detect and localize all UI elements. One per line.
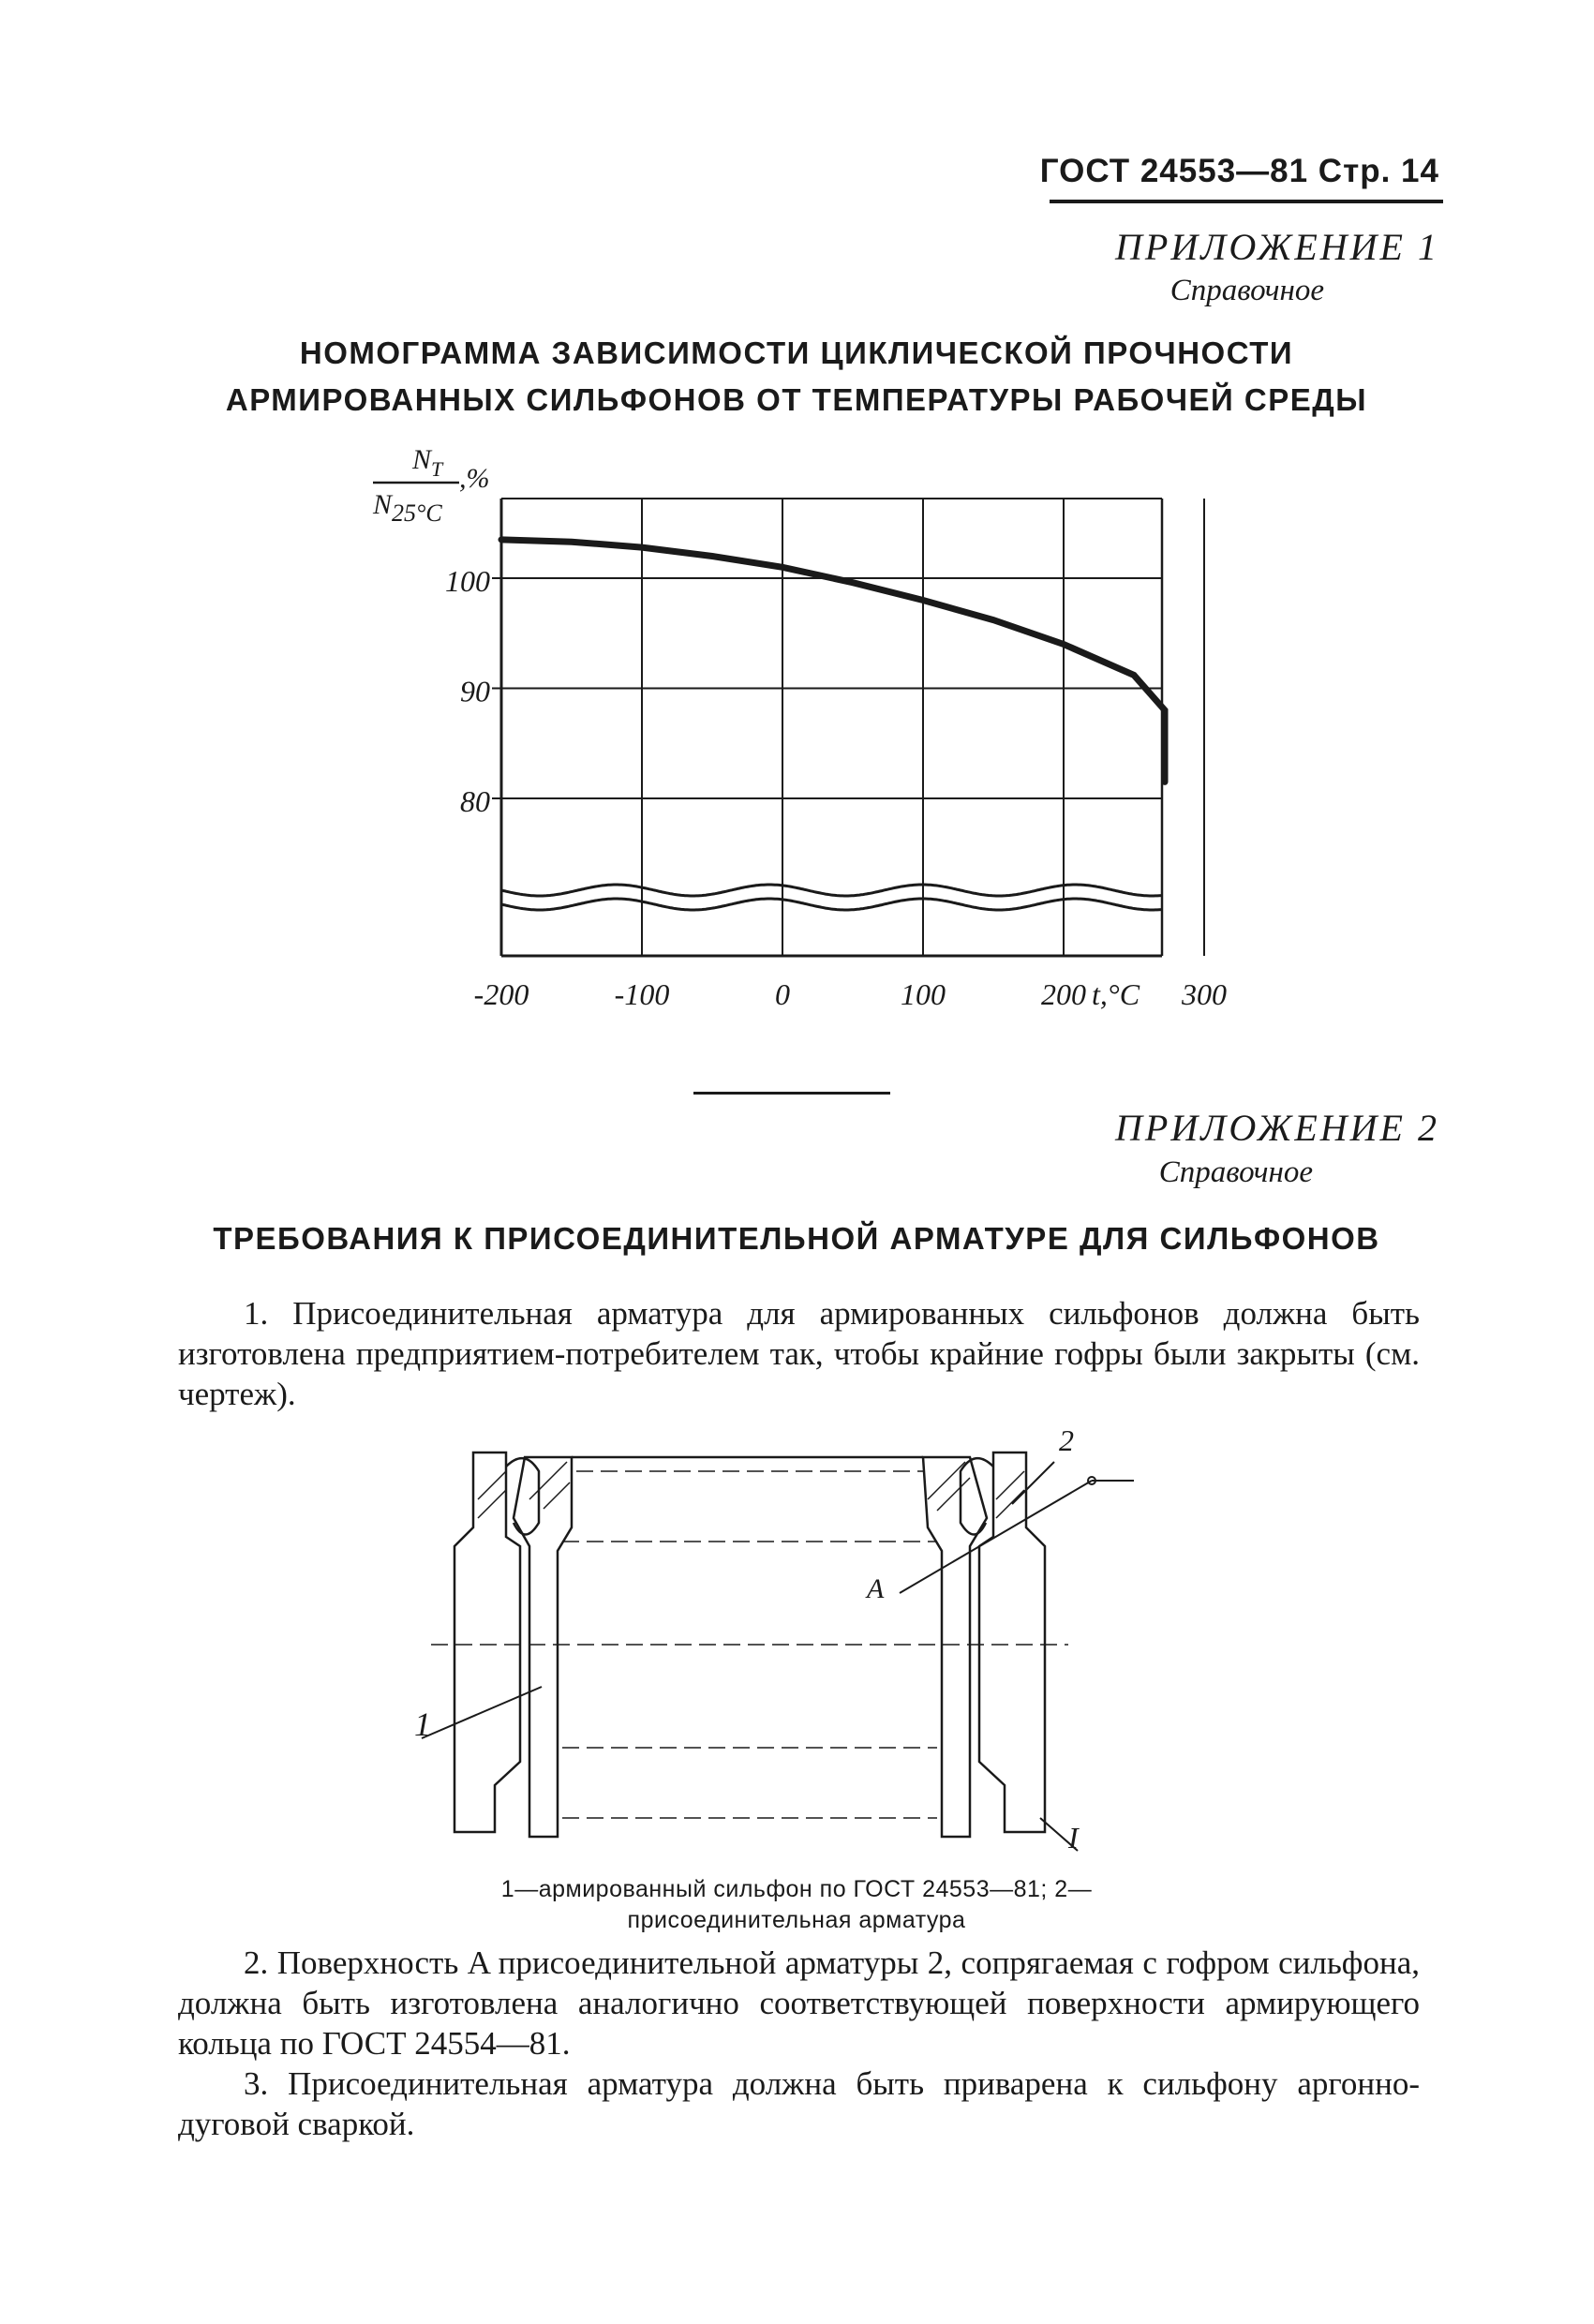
header-rule — [1050, 200, 1443, 203]
x-tick-label-300: 300 — [1182, 977, 1227, 1011]
ylabel-unit: ,% — [459, 463, 490, 494]
xlabel: t,°C — [1092, 977, 1140, 1011]
ylabel-top: $N_T$ — [412, 444, 443, 481]
ylabel-bottom: N25°C — [373, 489, 442, 527]
left-ring-outline — [514, 1457, 572, 1837]
x-tick-label-100: 100 — [901, 977, 946, 1011]
x-tick-label--100: -100 — [614, 977, 670, 1011]
y-tick-labels — [445, 564, 490, 818]
leader-2 — [1012, 1462, 1054, 1504]
y-tick-label-80: 80 — [460, 784, 490, 818]
x-tick-label-200: 200 — [1041, 977, 1086, 1011]
paragraph-3 — [178, 2063, 1420, 2144]
appendix1-heading-line1: НОМОГРАММА ЗАВИСИМОСТИ ЦИКЛИЧЕСКОЙ ПРОЧНОСТИ — [299, 335, 1294, 370]
caption-line-1: 1—армированный сильфон по ГОСТ 24553—81; 2— — [500, 1876, 1093, 1902]
y-tick-label-90: 90 — [460, 674, 490, 708]
paragraph-1 — [178, 1293, 1420, 1414]
axis-break-upper — [501, 885, 1161, 896]
connection-drawing — [0, 1415, 1594, 1874]
label-1: 1 — [414, 1706, 431, 1743]
leader-1 — [422, 1687, 542, 1738]
nomogram-chart — [0, 431, 1594, 1068]
appendix1-title: ПРИЛОЖЕНИЕ 1 — [1115, 226, 1439, 268]
series-line — [501, 540, 1165, 782]
x-tick-label-0: 0 — [775, 977, 790, 1011]
figure-caption — [281, 1874, 1312, 1936]
appendix1-subtitle: Справочное — [1169, 274, 1324, 307]
leader-A — [900, 1481, 1092, 1593]
paragraph-1-text: 1. Присоединительная арматура для армированных сильфонов должна быть изготовлена предприятием-потребителем так, чтобы крайние гофры были закрыты (см. чертеж). — [178, 1295, 1420, 1412]
appendix2-title: ПРИЛОЖЕНИЕ 2 — [1115, 1107, 1439, 1149]
appendix2-heading: ТРЕБОВАНИЯ К ПРИСОЕДИНИТЕЛЬНОЙ АРМАТУРЕ ДЛЯ СИЛЬФОНОВ — [213, 1221, 1380, 1256]
caption-line-2: присоединительная арматура — [627, 1907, 966, 1933]
label-I: I — [1068, 1821, 1079, 1855]
paragraph-2-text: 2. Поверхность A присоединительной арматуры 2, сопрягаемая с гофром сильфона, должна быть изготовлена аналогично соответствующей поверхности армирующего кольца по ГОСТ 24554—81. — [178, 1944, 1420, 2062]
right-ring-outline — [923, 1457, 987, 1837]
section-hatching — [478, 1462, 1024, 1518]
y-tick-label-100: 100 — [445, 564, 490, 598]
paragraph-2 — [178, 1943, 1420, 2063]
axis-break-lower — [501, 899, 1161, 910]
paragraph-3-text: 3. Присоединительная арматура должна быть приварена к сильфону аргонно-дуговой сваркой. — [178, 2065, 1420, 2142]
page-header: ГОСТ 24553—81 Стр. 14 — [1039, 153, 1439, 189]
label-A: A — [867, 1573, 885, 1604]
x-tick-label--200: -200 — [473, 977, 529, 1011]
right-fitting-outline — [979, 1452, 1045, 1832]
appendix1-heading — [187, 330, 1406, 424]
appendix2-subtitle: Справочное — [1158, 1155, 1313, 1189]
right-corrugation — [961, 1458, 993, 1534]
appendix1-heading-line2: АРМИРОВАННЫХ СИЛЬФОНОВ ОТ ТЕМПЕРАТУРЫ РАБОЧЕЙ СРЕДЫ — [225, 382, 1368, 417]
label-2: 2 — [1059, 1423, 1074, 1457]
section-divider — [693, 1092, 890, 1095]
